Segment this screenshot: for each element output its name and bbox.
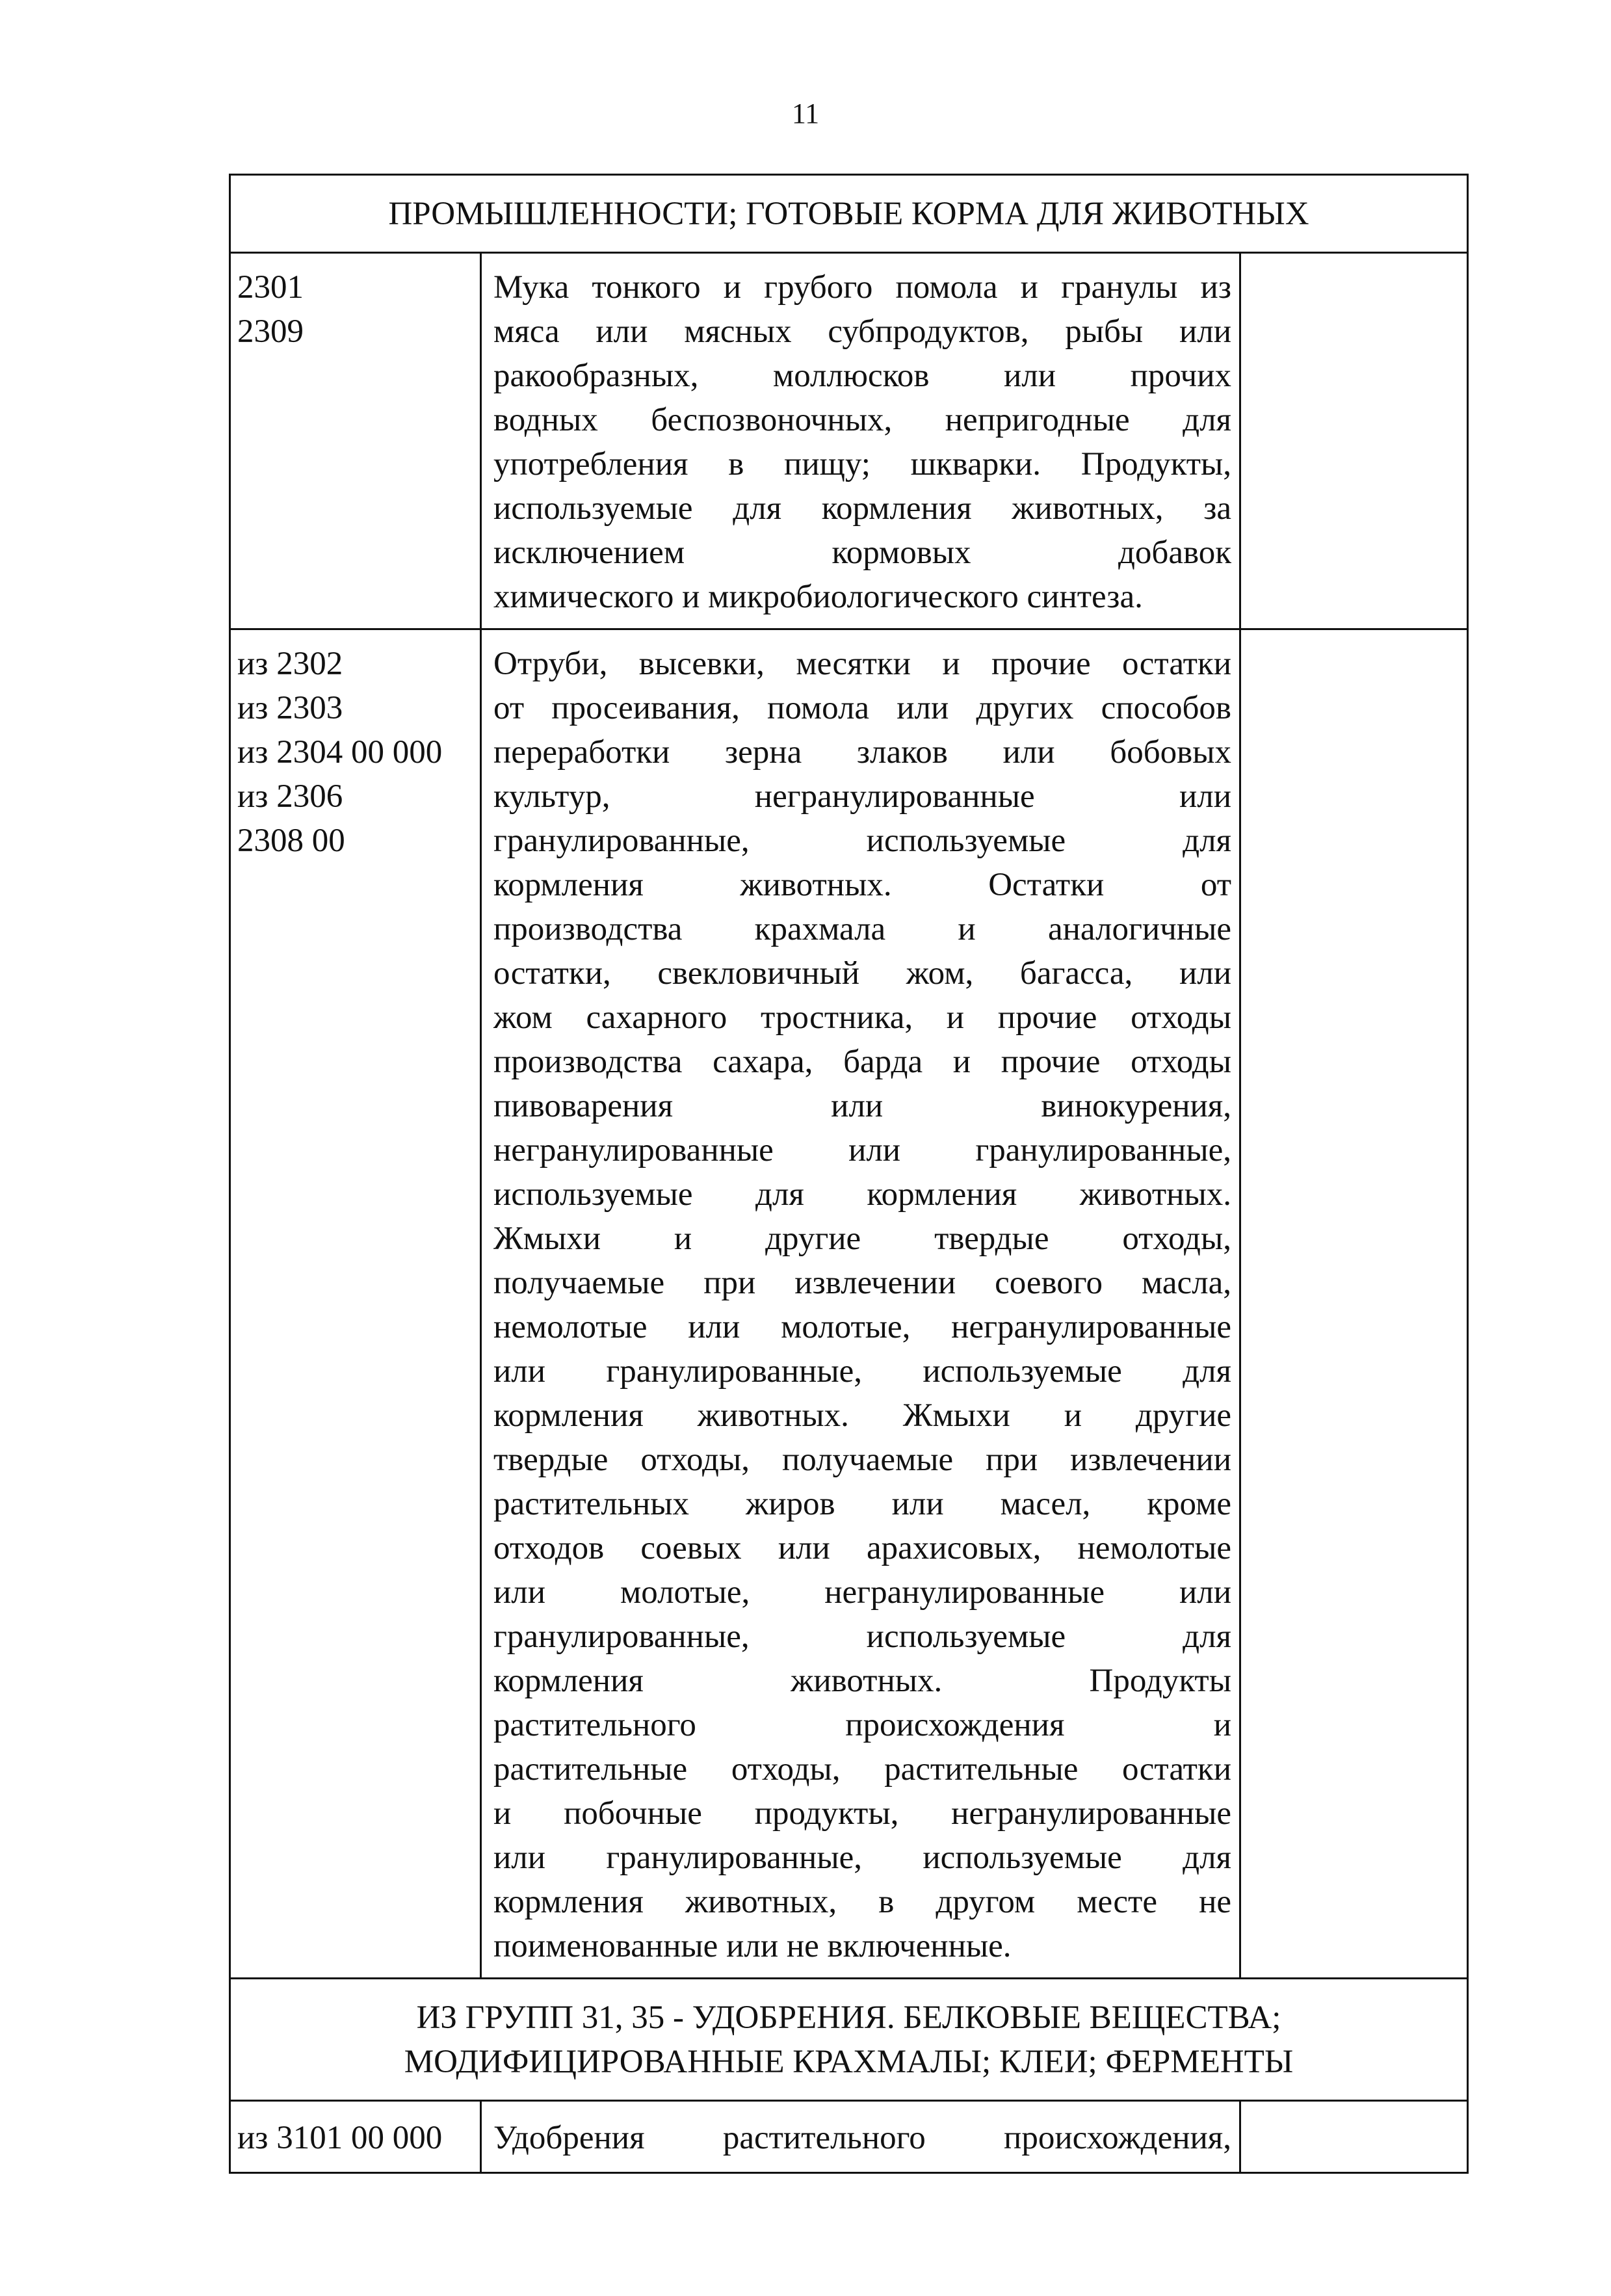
description-line: или гранулированные, используемые для — [493, 1353, 1231, 1390]
description-line: кормления животных, в другом месте не — [493, 1884, 1231, 1920]
table-row — [230, 629, 1468, 1979]
description-line: Удобрения растительного происхождения, — [493, 2120, 1231, 2156]
table-row — [230, 2101, 1468, 2173]
description-cell — [481, 629, 1240, 1979]
empty-cell — [1240, 2101, 1468, 2173]
code-line: из 2306 — [237, 778, 343, 815]
description-line: водных беспозвоночных, непригодные для — [493, 402, 1231, 438]
description-line: используемые для кормления животных. — [493, 1176, 1231, 1213]
description-cell — [481, 253, 1240, 629]
description-line: гранулированные, используемые для — [493, 1618, 1231, 1655]
description-line: или гранулированные, используемые для — [493, 1840, 1231, 1876]
code-line: 2308 00 — [237, 823, 345, 859]
description-line: исключением кормовых добавок — [493, 534, 1231, 571]
description-line: жом сахарного тростника, и прочие отходы — [493, 999, 1231, 1036]
description-line: кормления животных. Жмыхи и другие — [493, 1397, 1231, 1434]
description-line: ракообразных, моллюсков или прочих — [493, 358, 1231, 394]
section-header-line: ПРОМЫШЛЕННОСТИ; ГОТОВЫЕ КОРМА ДЛЯ ЖИВОТНЫХ — [388, 196, 1309, 232]
description-line: употребления в пищу; шкварки. Продукты, — [493, 446, 1231, 482]
section-header-line: ИЗ ГРУПП 31, 35 - УДОБРЕНИЯ. БЕЛКОВЫЕ ВЕЩЕСТВА; — [416, 1999, 1281, 2036]
code-line: из 2303 — [237, 690, 343, 726]
description-line: от просеивания, помола или других способов — [493, 690, 1231, 726]
section-header-line: МОДИФИЦИРОВАННЫЕ КРАХМАЛЫ; КЛЕИ; ФЕРМЕНТЫ — [404, 2044, 1294, 2080]
description-line: производства крахмала и аналогичные — [493, 911, 1231, 947]
description-line: Отруби, высевки, месятки и прочие остатки — [493, 646, 1231, 682]
description-line: культур, негранулированные или — [493, 778, 1231, 815]
description-line: производства сахара, барда и прочие отходы — [493, 1044, 1231, 1080]
description-line: растительные отходы, растительные остатки — [493, 1751, 1231, 1788]
empty-cell — [1240, 253, 1468, 629]
description-line: растительных жиров или масел, кроме — [493, 1486, 1231, 1522]
table-row — [230, 253, 1468, 629]
section-header — [230, 175, 1468, 253]
description-line: переработки зерна злаков или бобовых — [493, 734, 1231, 771]
code-line: 2301 — [237, 269, 304, 306]
description-line: используемые для кормления животных, за — [493, 490, 1231, 527]
code-line: из 2302 — [237, 646, 343, 682]
description-line: Жмыхи и другие твердые отходы, — [493, 1221, 1231, 1257]
description-line: негранулированные или гранулированные, — [493, 1132, 1231, 1168]
description-line: пивоварения или винокурения, — [493, 1088, 1231, 1124]
section-header — [230, 1979, 1468, 2101]
section-header-row — [230, 1979, 1468, 2101]
description-line: получаемые при извлечении соевого масла, — [493, 1265, 1231, 1301]
description-line: или молотые, негранулированные или — [493, 1574, 1231, 1611]
code-cell — [230, 253, 481, 629]
description-line: растительного происхождения и — [493, 1707, 1231, 1743]
description-line: кормления животных. Продукты — [493, 1663, 1231, 1699]
description-cell — [481, 2101, 1240, 2173]
description-line: немолотые или молотые, негранулированные — [493, 1309, 1231, 1345]
description-line: Мука тонкого и грубого помола и гранулы из — [493, 269, 1231, 306]
code-cell — [230, 2101, 481, 2173]
code-line: из 3101 00 000 — [237, 2120, 443, 2156]
page-number: 11 — [791, 98, 820, 129]
code-line: 2309 — [237, 313, 304, 350]
tariff-table — [229, 174, 1469, 2174]
description-line: отходов соевых или арахисовых, немолотые — [493, 1530, 1231, 1566]
description-line: химического и микробиологического синтеза. — [493, 579, 1143, 615]
description-line: поименованные или не включенные. — [493, 1928, 1012, 1964]
description-line: кормления животных. Остатки от — [493, 867, 1231, 903]
code-line: из 2304 00 000 — [237, 734, 443, 771]
code-cell — [230, 629, 481, 1979]
description-line: остатки, свекловичный жом, багасса, или — [493, 955, 1231, 992]
description-line: мяса или мясных субпродуктов, рыбы или — [493, 313, 1231, 350]
description-line: гранулированные, используемые для — [493, 823, 1231, 859]
empty-cell — [1240, 629, 1468, 1979]
section-header-row — [230, 175, 1468, 253]
description-line: и побочные продукты, негранулированные — [493, 1795, 1231, 1832]
description-line: твердые отходы, получаемые при извлечении — [493, 1442, 1231, 1478]
